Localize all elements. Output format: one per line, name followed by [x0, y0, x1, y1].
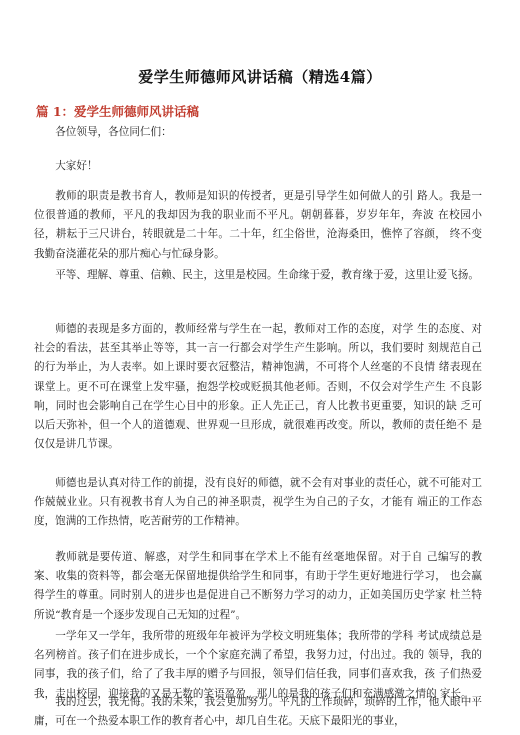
- section-heading: 篇 1：爱学生师德师风讲话稿: [36, 104, 200, 119]
- body-paragraph: 师德也是认真对待工作的前提，没有良好的师德，就不会有对事业的责任心，就不可能对工作兢兢业业。只有视教书育人为自己的神圣职责，视学生为自己的子女，才能有 端正的工作态度，饱满的工作热情，吃苦耐劳的工作精神。: [34, 477, 482, 528]
- body-paragraph: 我的过去，我无悔。我的未来，我会更加努力。平凡的工作琐碎，琐碎的工作，他人眼中平庸，可在一个热爱本职工作的教育者心中，却几自生花。天底下最阳光的事业，: [34, 696, 482, 728]
- body-paragraph: 平等、理解、尊重、信赖、民主，这里是校园。生命缘于爱，教育缘于爱，这里让爱飞扬。: [55, 269, 479, 281]
- body-paragraph: 一学年又一学年，我所带的班级年年被评为学校文明班集体；我所带的学科 考试成绩总是名列榜首。孩子们在进步成长，一个个家庭充满了希望，我努力过，付出过。我的 领导，我的同事，我的孩子们，给了了我丰厚的赠予与回报，领导们信任我，同事们喜欢我，孩 子们热爱我，走出校园，迎接我的又是无数的笑语盈盈，那儿的是我的孩子们和充满感激之情的 家长。: [34, 630, 482, 700]
- salutation-line: 大家好！: [55, 160, 98, 172]
- document-title: 爱学生师德师风讲话稿（精选4篇）: [138, 68, 382, 86]
- body-paragraph: 师德的表现是多方面的，教师经常与学生在一起，教师对工作的态度，对学 生的态度、对社会的看法，甚至其举止等等，其一言一行都会对学生产生影响。所以，我们要时 刻规范自己的行为举止，为人表率。如上课时要衣冠整洁，精神饱满，不可将个人丝毫的不良情 绪表现在课堂上。更不可在课堂上发牢骚，抱怨学校或贬损其他老师。否则，不仅会对学生产生 不良影响，同时也会影响自己在学生心目中的形象。正人先正己，育人比教书更重要，知识的缺 乏可以后天弥补，但一个人的道德观、世界观一旦形成，就很难再改变。所以，教师的责任绝不 是仅仅是讲几节课。: [34, 323, 482, 451]
- body-paragraph: 教师的职责是教书育人，教师是知识的传授者，更是引导学生如何做人的引 路人。我是一位很普通的教师，平凡的我却因为我的职业而不平凡。朝朝暮暮，岁岁年年，奔波 在校园小径，耕耘于三尺讲台，转眼就是二十年。二十年，红尘俗世，沧海桑田，憔悴了容颜， 终不变我勤奋浇灌花朵的那片痴心与忙碌身影。: [34, 190, 482, 260]
- greeting-line: 各位领导，各位同仁们：: [55, 126, 172, 138]
- body-paragraph: 教师就是要传道、解惑，对学生和同事在学术上不能有丝毫地保留。对于自 己编写的教案、收集的资料等，都会毫无保留地提供给学生和同事，有助于学生更好地进行学习， 也会赢得学生的尊重。同时别人的进步也是促进自己不断努力学习的动力，正如美国历史学家 杜兰特所说“教育是一个逐步发现自己无知的过程”。: [34, 551, 482, 621]
